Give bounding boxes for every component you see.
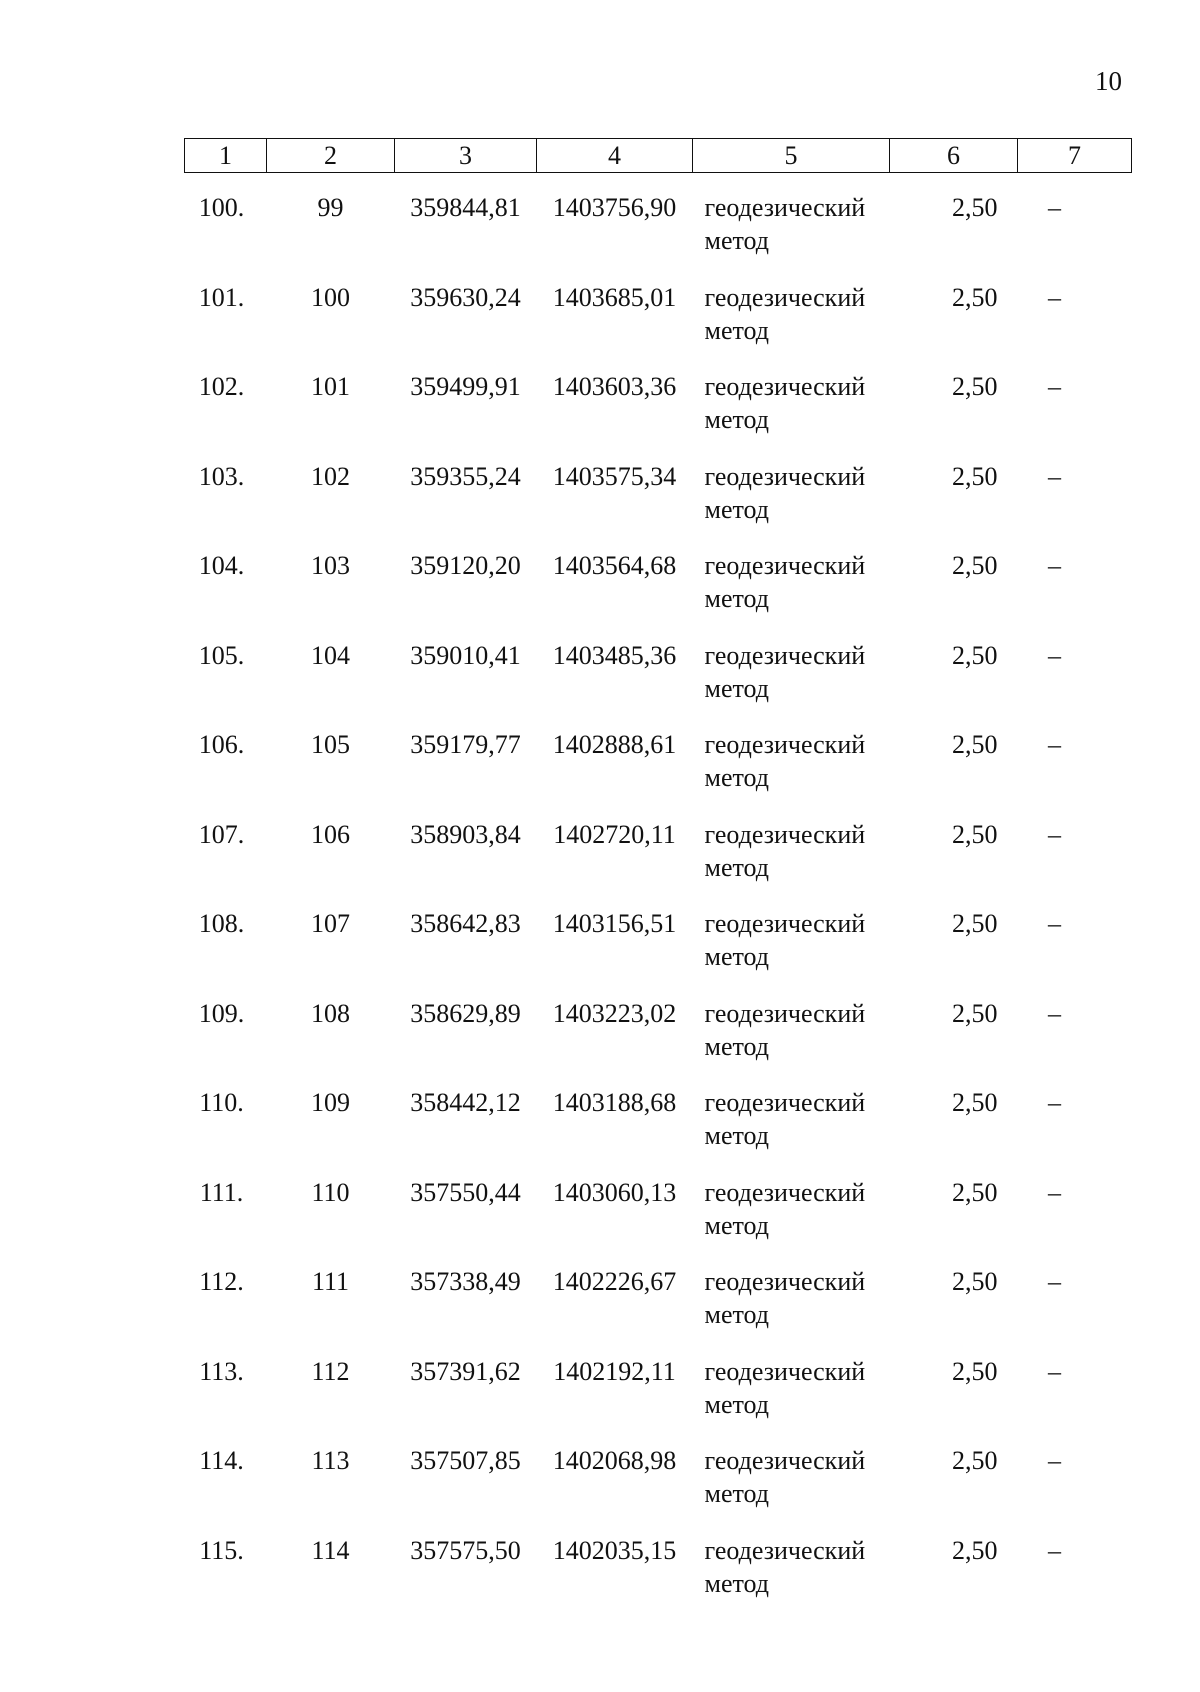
point-number-cell: 101 xyxy=(311,372,350,401)
table-row xyxy=(185,1176,1132,1266)
method-cell xyxy=(693,173,890,281)
row-number-cell: 115. xyxy=(199,1535,244,1565)
row-number-cell: 114. xyxy=(199,1446,244,1475)
method-cell xyxy=(693,1534,890,1624)
header-col-2: 2 xyxy=(267,139,395,173)
coordinate-y-cell: 1402226,67 xyxy=(552,1267,677,1296)
coordinate-x-cell: 358629,89 xyxy=(410,998,521,1028)
method-line-2: метод xyxy=(704,1031,769,1061)
method-line-1: геодезический xyxy=(704,640,866,670)
row-number-cell: 108. xyxy=(198,909,245,938)
table-body xyxy=(185,173,1132,1624)
method-line-2: метод xyxy=(704,1300,769,1329)
coordinate-y-cell: 1403188,68 xyxy=(552,1088,677,1117)
method-cell xyxy=(693,1265,890,1355)
method-line-2: метод xyxy=(704,1479,769,1508)
point-number-cell: 110 xyxy=(311,1177,350,1207)
coordinate-y-cell: 1402068,98 xyxy=(552,1446,677,1475)
row-number-cell: 100. xyxy=(198,193,245,222)
coordinate-x-cell: 357575,50 xyxy=(410,1535,521,1565)
coordinate-x-cell: 357391,62 xyxy=(410,1356,521,1386)
coordinate-x-cell: 359010,41 xyxy=(410,640,521,670)
table-row xyxy=(185,460,1132,550)
table-row xyxy=(185,1086,1132,1176)
coordinate-x-cell: 359120,20 xyxy=(410,551,521,580)
table-row xyxy=(185,549,1132,639)
point-number-cell: 103 xyxy=(311,551,350,580)
accuracy-cell: 2,50 xyxy=(952,282,998,312)
row-number-cell: 102. xyxy=(198,372,245,401)
method-line-1: геодезический xyxy=(704,1177,866,1207)
point-number-cell: 114 xyxy=(311,1535,350,1565)
description-cell: – xyxy=(1048,909,1061,938)
table-row xyxy=(185,728,1132,818)
accuracy-cell: 2,50 xyxy=(952,909,998,938)
coordinate-y-cell: 1403603,36 xyxy=(552,372,677,401)
point-number-cell: 113 xyxy=(311,1446,350,1475)
accuracy-cell: 2,50 xyxy=(952,640,998,670)
method-line-1: геодезический xyxy=(704,909,866,938)
coordinate-x-cell: 358642,83 xyxy=(410,909,521,938)
accuracy-cell: 2,50 xyxy=(952,551,998,580)
coordinate-x-cell: 359179,77 xyxy=(410,730,521,759)
description-cell: – xyxy=(1048,461,1061,491)
method-cell xyxy=(693,549,890,639)
method-line-1: геодезический xyxy=(704,819,866,849)
method-line-2: метод xyxy=(704,494,769,524)
method-line-2: метод xyxy=(704,584,769,613)
table-row xyxy=(185,639,1132,729)
row-number-cell: 111. xyxy=(199,1177,244,1207)
accuracy-cell: 2,50 xyxy=(952,1177,998,1207)
description-cell: – xyxy=(1048,998,1061,1028)
description-cell: – xyxy=(1048,372,1061,401)
description-cell: – xyxy=(1048,551,1061,580)
method-line-1: геодезический xyxy=(704,998,866,1028)
point-number-cell: 105 xyxy=(311,730,350,759)
coordinate-y-cell: 1403685,01 xyxy=(552,282,677,312)
table-header xyxy=(185,139,1132,173)
method-line-2: метод xyxy=(704,1210,769,1240)
coordinate-x-cell: 357507,85 xyxy=(410,1446,521,1475)
point-number-cell: 111 xyxy=(311,1267,350,1296)
method-line-2: метод xyxy=(704,763,769,792)
point-number-cell: 104 xyxy=(311,640,350,670)
coordinate-y-cell: 1403156,51 xyxy=(552,909,677,938)
coordinate-y-cell: 1402035,15 xyxy=(552,1535,677,1565)
row-number-cell: 105. xyxy=(198,640,245,670)
method-line-1: геодезический xyxy=(704,551,866,580)
method-line-1: геодезический xyxy=(704,193,866,222)
method-line-2: метод xyxy=(704,673,769,703)
coordinates-table xyxy=(184,138,1132,1623)
coordinate-y-cell: 1402888,61 xyxy=(552,730,677,759)
coordinate-x-cell: 359355,24 xyxy=(410,461,521,491)
method-line-2: метод xyxy=(704,942,769,971)
description-cell: – xyxy=(1048,1177,1061,1207)
description-cell: – xyxy=(1048,1267,1061,1296)
method-cell xyxy=(693,997,890,1087)
method-line-1: геодезический xyxy=(704,1088,866,1117)
row-number-cell: 107. xyxy=(198,819,245,849)
method-cell xyxy=(693,460,890,550)
method-line-1: геодезический xyxy=(704,1446,866,1475)
description-cell: – xyxy=(1048,819,1061,849)
accuracy-cell: 2,50 xyxy=(952,193,998,222)
row-number-cell: 101. xyxy=(198,282,245,312)
method-line-1: геодезический xyxy=(704,1267,866,1296)
description-cell: – xyxy=(1048,1535,1061,1565)
row-number-cell: 113. xyxy=(199,1356,244,1386)
accuracy-cell: 2,50 xyxy=(952,461,998,491)
table-row xyxy=(185,370,1132,460)
description-cell: – xyxy=(1048,640,1061,670)
method-cell xyxy=(693,370,890,460)
method-line-2: метод xyxy=(704,852,769,882)
method-line-2: метод xyxy=(704,1121,769,1150)
table-row xyxy=(185,1265,1132,1355)
coordinate-x-cell: 357550,44 xyxy=(410,1177,521,1207)
row-number-cell: 112. xyxy=(199,1267,244,1296)
row-number-cell: 106. xyxy=(198,730,245,759)
method-line-2: метод xyxy=(704,405,769,434)
point-number-cell: 112 xyxy=(311,1356,350,1386)
coordinate-x-cell: 359844,81 xyxy=(410,193,521,222)
coordinate-y-cell: 1403060,13 xyxy=(552,1177,677,1207)
description-cell: – xyxy=(1048,1356,1061,1386)
method-cell xyxy=(693,281,890,371)
point-number-cell: 107 xyxy=(311,909,350,938)
method-cell xyxy=(693,728,890,818)
coordinate-x-cell: 359499,91 xyxy=(410,372,521,401)
description-cell: – xyxy=(1048,193,1061,222)
description-cell: – xyxy=(1048,282,1061,312)
method-line-2: метод xyxy=(704,1568,769,1598)
method-line-2: метод xyxy=(704,226,769,255)
coordinate-y-cell: 1402192,11 xyxy=(553,1356,676,1386)
point-number-cell: 99 xyxy=(317,193,344,222)
method-line-1: геодезический xyxy=(704,1356,866,1386)
accuracy-cell: 2,50 xyxy=(952,1088,998,1117)
page-number: 10 xyxy=(1095,66,1122,96)
coordinate-y-cell: 1403223,02 xyxy=(552,998,677,1028)
accuracy-cell: 2,50 xyxy=(952,730,998,759)
method-line-1: геодезический xyxy=(704,730,866,759)
coordinate-y-cell: 1403756,90 xyxy=(552,193,677,222)
header-col-5: 5 xyxy=(693,139,890,173)
accuracy-cell: 2,50 xyxy=(952,998,998,1028)
point-number-cell: 100 xyxy=(311,282,350,312)
point-number-cell: 108 xyxy=(311,998,350,1028)
row-number-cell: 103. xyxy=(198,461,245,491)
method-cell xyxy=(693,1355,890,1445)
accuracy-cell: 2,50 xyxy=(952,372,998,401)
point-number-cell: 109 xyxy=(311,1088,350,1117)
coordinate-x-cell: 358903,84 xyxy=(410,819,521,849)
method-line-2: метод xyxy=(704,315,769,345)
row-number-cell: 104. xyxy=(198,551,245,580)
row-number-cell: 110. xyxy=(199,1088,244,1117)
coordinate-x-cell: 359630,24 xyxy=(410,282,521,312)
row-number-cell: 109. xyxy=(198,998,245,1028)
method-line-1: геодезический xyxy=(704,1535,866,1565)
accuracy-cell: 2,50 xyxy=(952,1267,998,1296)
point-number-cell: 106 xyxy=(311,819,350,849)
header-col-1: 1 xyxy=(185,139,267,173)
coordinate-x-cell: 357338,49 xyxy=(410,1267,521,1296)
coordinate-y-cell: 1402720,11 xyxy=(553,819,676,849)
table-row xyxy=(185,997,1132,1087)
accuracy-cell: 2,50 xyxy=(952,819,998,849)
table-row xyxy=(185,1444,1132,1534)
table-row xyxy=(185,281,1132,371)
header-col-4: 4 xyxy=(537,139,693,173)
method-cell xyxy=(693,1086,890,1176)
table-row xyxy=(185,173,1132,281)
header-col-3: 3 xyxy=(395,139,537,173)
description-cell: – xyxy=(1048,1088,1061,1117)
method-cell xyxy=(693,1176,890,1266)
header-col-7: 7 xyxy=(1018,139,1132,173)
accuracy-cell: 2,50 xyxy=(952,1535,998,1565)
method-cell xyxy=(693,1444,890,1534)
coordinate-y-cell: 1403575,34 xyxy=(552,461,677,491)
coordinate-x-cell: 358442,12 xyxy=(410,1088,521,1117)
table-row xyxy=(185,907,1132,997)
header-row xyxy=(185,139,1132,173)
table-row xyxy=(185,1355,1132,1445)
description-cell: – xyxy=(1048,1446,1061,1475)
header-col-6: 6 xyxy=(890,139,1018,173)
accuracy-cell: 2,50 xyxy=(952,1356,998,1386)
table-row xyxy=(185,1534,1132,1624)
method-line-1: геодезический xyxy=(704,461,866,491)
method-cell xyxy=(693,907,890,997)
description-cell: – xyxy=(1048,730,1061,759)
method-cell xyxy=(693,639,890,729)
accuracy-cell: 2,50 xyxy=(952,1446,998,1475)
coordinate-y-cell: 1403564,68 xyxy=(552,551,677,580)
method-line-2: метод xyxy=(704,1389,769,1419)
method-line-1: геодезический xyxy=(704,282,866,312)
method-line-1: геодезический xyxy=(704,372,866,401)
method-cell xyxy=(693,818,890,908)
coordinate-y-cell: 1403485,36 xyxy=(552,640,677,670)
table-row xyxy=(185,818,1132,908)
point-number-cell: 102 xyxy=(311,461,350,491)
